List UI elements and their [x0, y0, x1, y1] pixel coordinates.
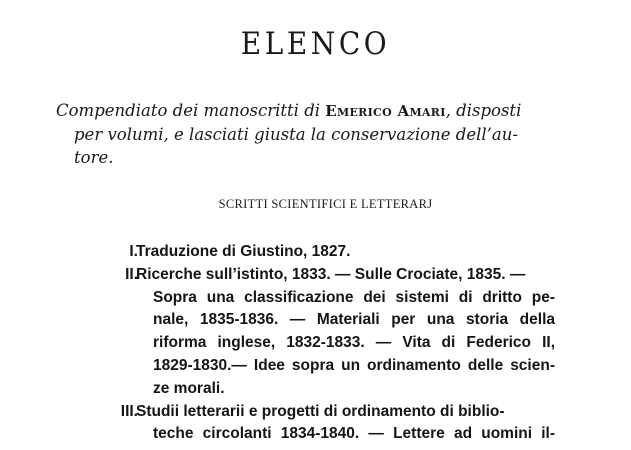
item-text: Sopra una classificazione dei sistemi di dritto pe- — [153, 288, 555, 306]
list-item — [0, 401, 631, 424]
item-text: nale, 1835-1836. — Materiali per una storia della — [153, 311, 555, 329]
intro-text: , disposti — [445, 101, 522, 120]
intro-line-1 — [56, 99, 556, 123]
author-name: Emerico Amari — [325, 102, 446, 120]
manuscript-list — [0, 241, 631, 446]
item-text: Studii letterarii e progetti di ordinamento di biblio- — [136, 402, 505, 420]
item-numeral: II. — [125, 265, 138, 283]
intro-line-2: per volumi, e lasciati giusta la conservazione dell’au- — [74, 125, 518, 144]
list-item-continuation — [0, 332, 631, 355]
item-text: riforma inglese, 1832-1833. — Vita di Federico II, — [153, 334, 555, 352]
list-item — [0, 241, 631, 264]
intro-text: Compendiato dei manoscritti di — [56, 101, 326, 120]
item-text: 1829-1830.— Idee sopra un ordinamento delle scien- — [153, 356, 555, 374]
intro-paragraph — [56, 99, 556, 169]
list-item-continuation — [0, 355, 631, 378]
list-item-continuation — [0, 287, 631, 310]
item-text: ze morali. — [153, 379, 225, 397]
item-text: Ricerche sull’istinto, 1833. — Sulle Crociate, 1835. — — [136, 265, 526, 283]
item-numeral: I. — [129, 243, 138, 260]
page-title: ELENCO — [240, 26, 391, 62]
list-item-continuation — [0, 423, 631, 446]
item-text: teche circolanti 1834-1840. — Lettere ad uomini il- — [153, 425, 555, 443]
item-text: Traduzione di Giustino, 1827. — [136, 243, 351, 260]
list-item — [0, 264, 631, 287]
item-numeral: III. — [120, 402, 138, 420]
list-item-continuation — [0, 378, 631, 401]
section-heading: SCRITTI SCIENTIFICI E LETTERARJ — [218, 197, 433, 211]
intro-line-3: tore. — [74, 148, 114, 167]
list-item-continuation — [0, 309, 631, 332]
